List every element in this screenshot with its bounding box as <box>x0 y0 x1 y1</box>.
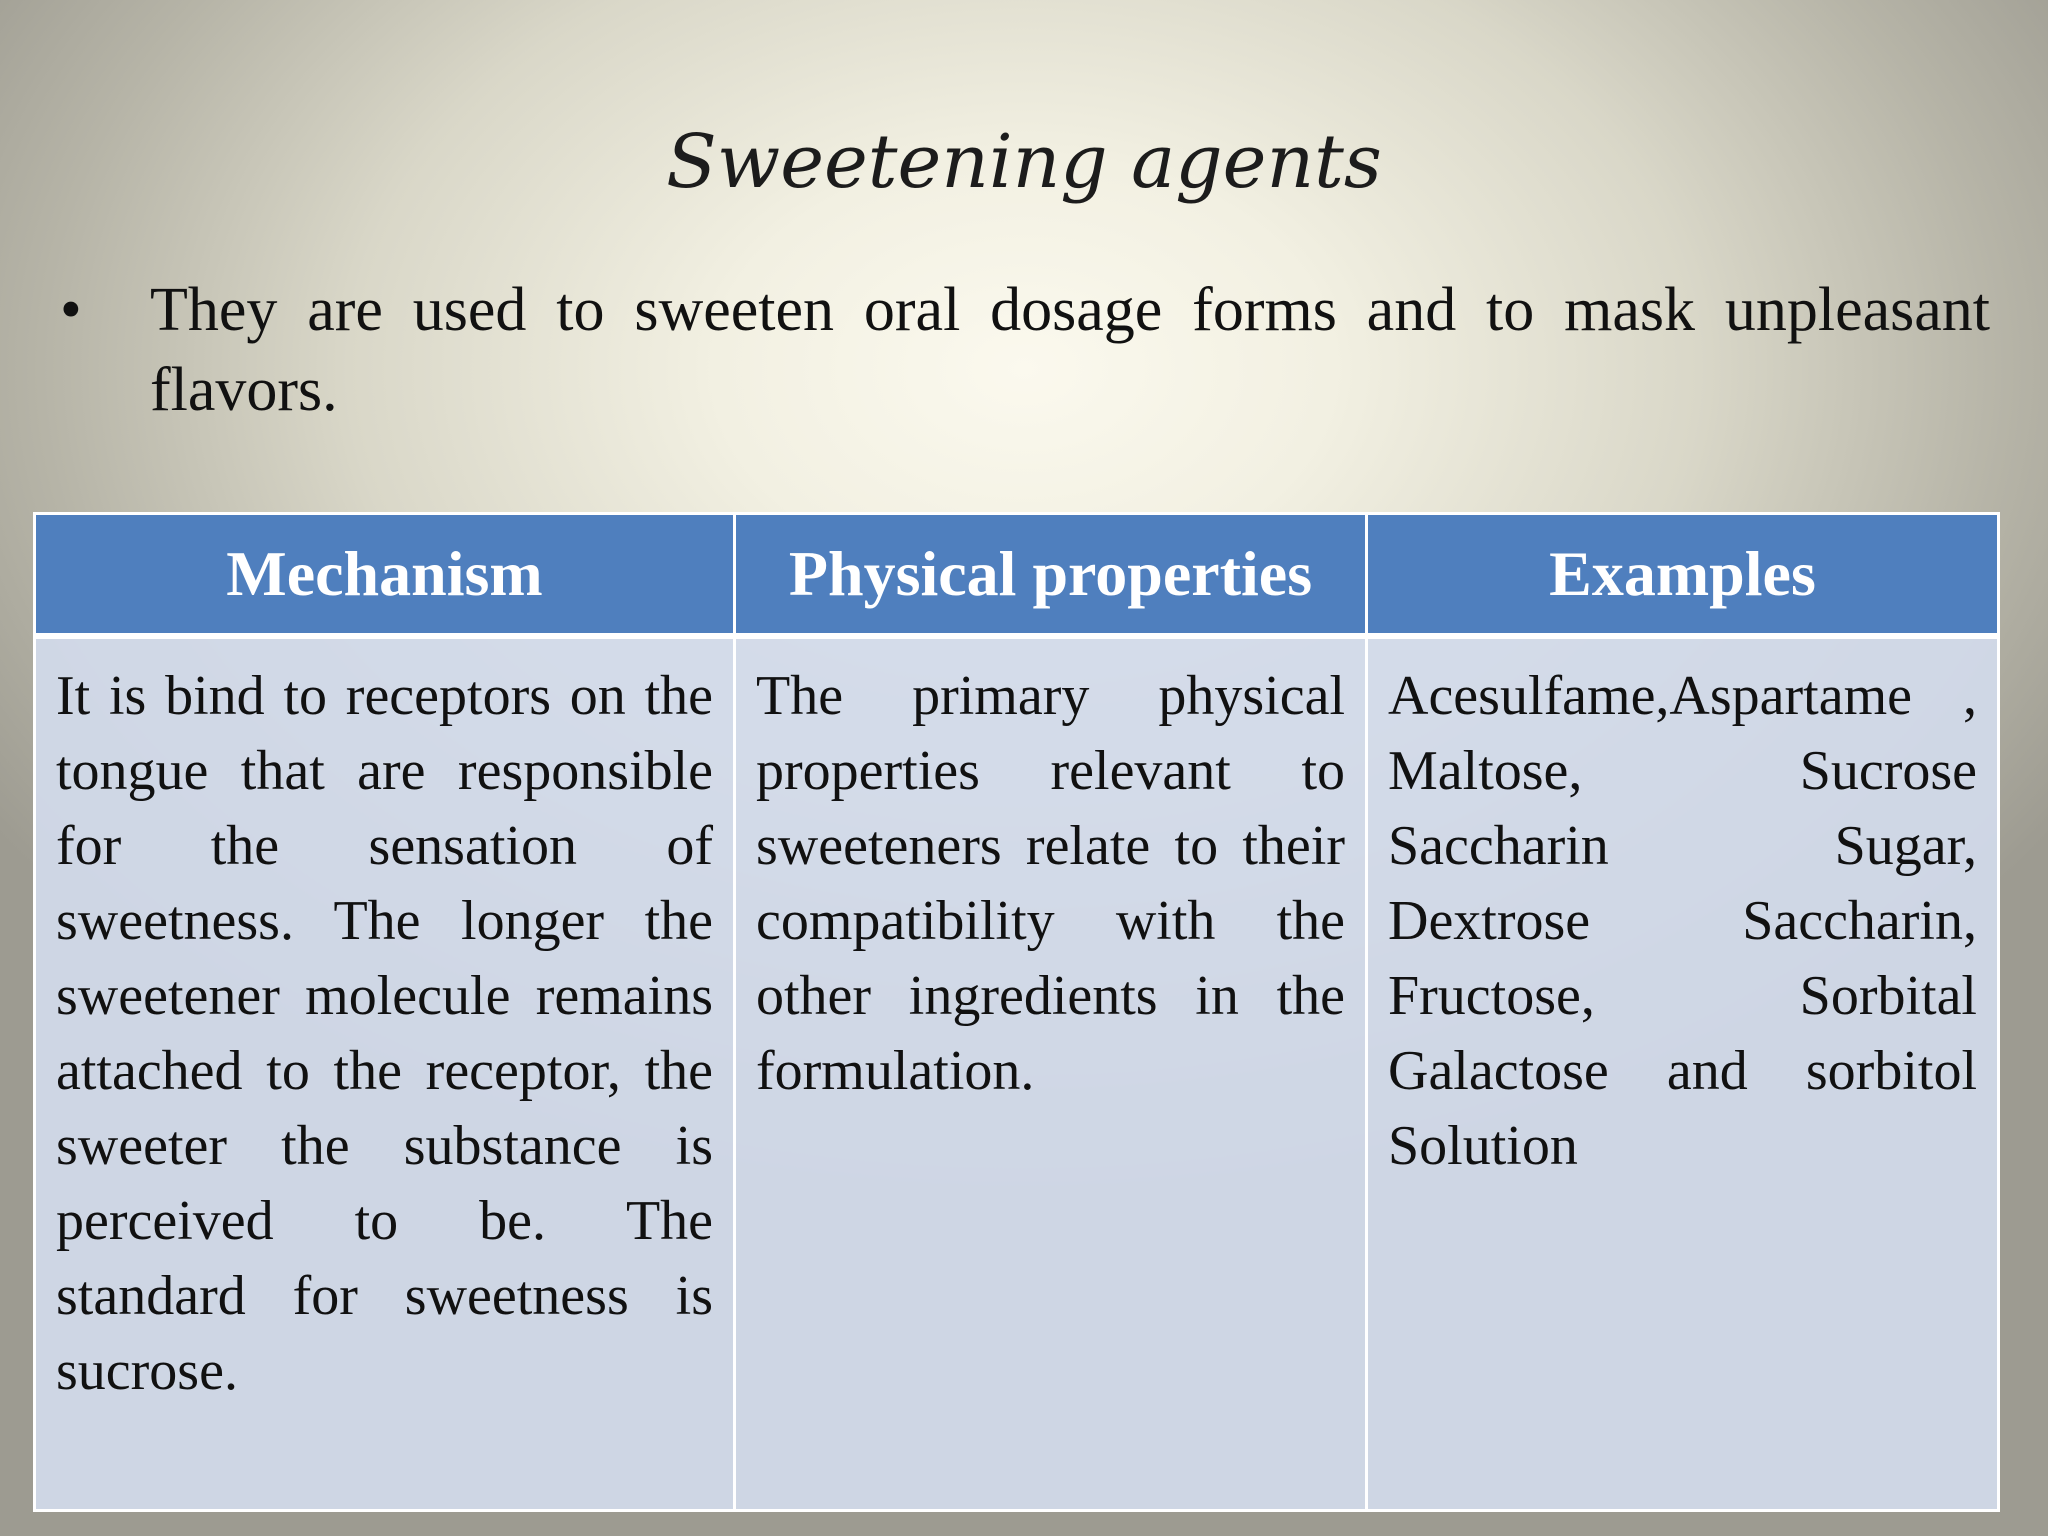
cell-mechanism: It is bind to receptors on the tongue that are responsible for the sensation of sweetness. The longer the sweetener molecule remains attached to the receptor, the sweeter the substance is perceived to be. The standard for sweetness is sucrose. <box>35 636 735 1511</box>
bullet-text: They are used to sweeten oral dosage forms and to mask unpleasant flavors. <box>150 276 1990 424</box>
bullet-list <box>60 270 1990 430</box>
slide-title: Sweetening agents <box>666 119 1382 205</box>
header-mechanism: Mechanism <box>35 514 735 637</box>
header-physical-properties: Physical properties <box>735 514 1367 637</box>
header-examples: Examples <box>1367 514 1999 637</box>
sweeteners-table <box>33 512 2000 1512</box>
table-row <box>35 636 1999 1511</box>
cell-physical-properties: The primary physical properties relevant to sweeteners relate to their compatibility with the other ingredients in the formulation. <box>735 636 1367 1511</box>
bullet-marker: • <box>60 276 82 344</box>
cell-examples: Acesulfame,Aspartame , Maltose, Sucrose Saccharin Sugar, Dextrose Saccharin, Fructose, Sorbital Galactose and sorbitol Solution <box>1367 636 1999 1511</box>
table-header-row <box>35 514 1999 637</box>
